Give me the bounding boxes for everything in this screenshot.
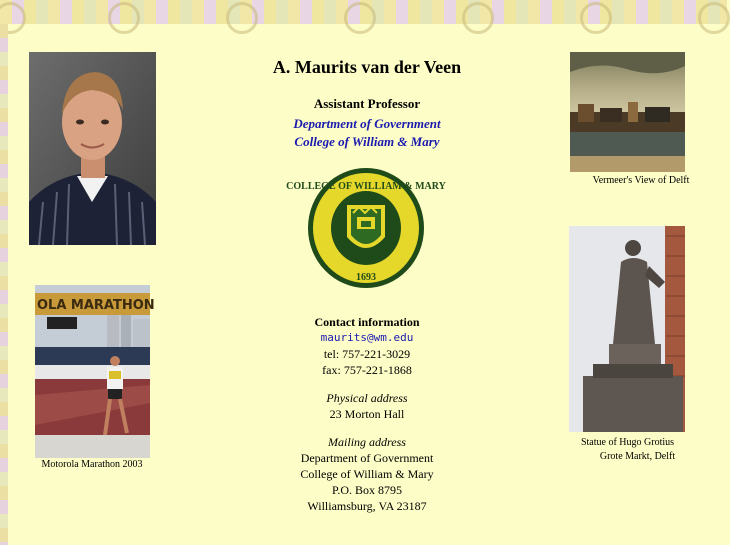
email-link[interactable]: maurits@wm.edu: [320, 331, 414, 344]
marathon-photo: [35, 285, 155, 458]
vermeer-caption: Vermeer's View of Delft: [592, 175, 690, 186]
mailing-address-line: College of William & Mary: [300, 467, 434, 481]
swirl-icon: [462, 2, 494, 34]
job-title: Assistant Professor: [313, 96, 421, 111]
seal-year: 1693: [356, 272, 376, 283]
phone-number: tel: 757-221-3029: [323, 347, 411, 361]
swirl-icon: [226, 2, 258, 34]
fax-number: fax: 757-221-1868: [322, 363, 412, 377]
physical-address: 23 Morton Hall: [329, 407, 405, 421]
swirl-icon: [698, 2, 730, 34]
decorative-left-strip: [0, 24, 8, 545]
grotius-statue-photo: [569, 226, 685, 432]
decorative-banner: [0, 0, 727, 24]
mailing-address-heading: Mailing address: [328, 435, 406, 449]
mailing-address-line: Department of Government: [300, 451, 434, 465]
swirl-icon: [344, 2, 376, 34]
page-title: A. Maurits van der Veen: [272, 57, 462, 77]
grotius-location-caption: Grote Markt, Delft: [599, 451, 676, 462]
vermeer-painting: [570, 52, 685, 172]
college-link[interactable]: College of William & Mary: [294, 134, 440, 149]
physical-address-heading: Physical address: [326, 391, 408, 405]
mailing-address-line: P.O. Box 8795: [331, 483, 402, 497]
seal-text: COLLEGE OF WILLIAM & MARY: [286, 181, 446, 192]
portrait-photo: [29, 52, 156, 245]
mailing-address-line: Williamsburg, VA 23187: [307, 499, 427, 513]
contact-heading: Contact information: [314, 315, 420, 329]
department-link[interactable]: Department of Government: [293, 116, 441, 131]
swirl-icon: [580, 2, 612, 34]
grotius-caption: Statue of Hugo Grotius: [580, 437, 675, 448]
swirl-icon: [108, 2, 140, 34]
marathon-banner-text: OLA MARATHON: [37, 298, 155, 313]
college-seal-logo: [286, 167, 446, 290]
marathon-caption: Motorola Marathon 2003: [41, 459, 143, 470]
